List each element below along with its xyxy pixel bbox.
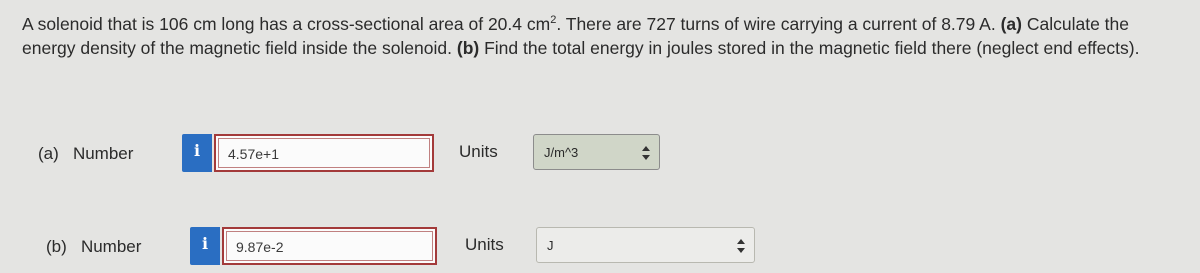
info-button-b[interactable] (190, 227, 220, 265)
question-intro-cont: . There are 727 turns of wire carrying a current of 8.79 A. (556, 14, 996, 34)
units-select-b[interactable] (536, 227, 755, 263)
superscript-exponent: 2 (550, 14, 557, 27)
info-icon: i (193, 141, 201, 160)
part-a-label: (a) Number (38, 144, 134, 163)
units-label-a: Units (459, 142, 498, 161)
part-a-marker: (a) (1000, 14, 1022, 34)
info-button-a[interactable] (182, 134, 212, 172)
part-b-prompt: Find the total energy in joules stored in the magnetic field there (neglect end effects). (484, 38, 1140, 58)
up-down-arrows-icon (642, 146, 650, 160)
units-label-b: Units (465, 235, 504, 254)
info-icon: i (201, 234, 209, 253)
up-down-arrows-icon (737, 239, 745, 253)
answer-input-a[interactable]: 4.57e+1 (214, 134, 434, 172)
part-a-prompt: Calculate the energy density of the magnetic field inside the solenoid. (22, 14, 1129, 58)
part-b-label: (b) Number (46, 237, 142, 256)
units-select-b-value: J (547, 238, 554, 253)
part-b-marker: (b) (456, 38, 480, 58)
question-text (22, 12, 1172, 60)
question-intro: A solenoid that is 106 cm long has a cross-sectional area of 20.4 cm (22, 14, 551, 34)
units-select-a[interactable] (533, 134, 660, 170)
answer-input-b[interactable]: 9.87e-2 (222, 227, 437, 265)
units-select-a-value: J/m^3 (544, 145, 579, 160)
